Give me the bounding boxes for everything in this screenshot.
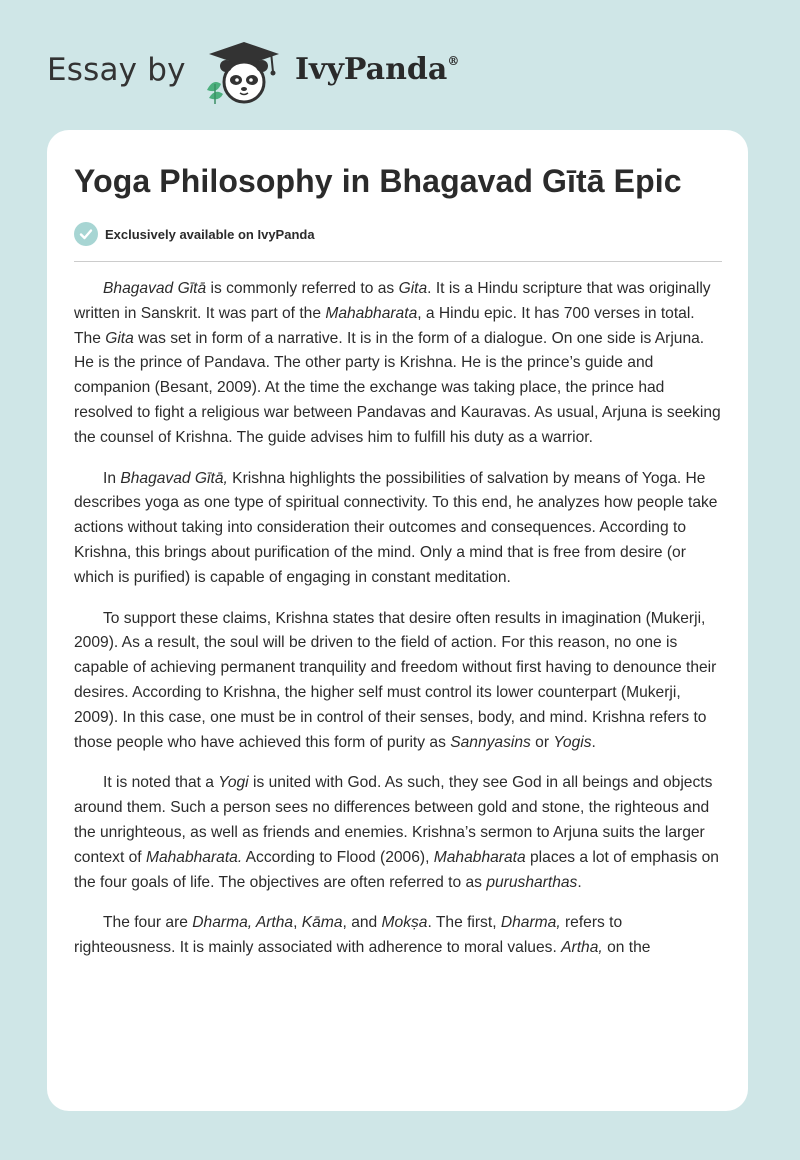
page-title: Yoga Philosophy in Bhagavad Gītā Epic [74,163,682,199]
paragraph-text: is united with God. As such, they see God in all beings and objects around them. Such a person sees no differences between gold and stone, the righteous and the unrighteous, as well as friends and enemies. Krishna’s sermon to Arjuna suits the larger context of [74,774,713,866]
paragraph-text: is commonly referred to as [206,280,399,297]
brand-name-text: IvyPanda [295,52,448,87]
paragraph-text: To support these claims, Krishna states that desire often results in imagination (Mukerji, 2009). As a result, the soul will be driven to the field of action. For this reason, no one is capable of achieving permanent tranquility and freedom without first having to denounce their desires. According to Krishna, the higher self must control its lower counterpart (Mukerji, 2009). In this case, one must be in control of their senses, body, and mind. Krishna refers to those people who have achieved this form of purity as [74,609,717,751]
italic-text: Yogis [553,733,592,751]
paragraph-text: , and [342,914,382,932]
paragraph [74,467,722,591]
paragraph-text: was set in form of a narrative. It is in the form of a dialogue. On one side is Arjuna. He is the prince of Pandava. The other party is Krishna. He is the prince’s guide and companion (Besant, 2009). At the time the exchange was taking place, the prince had resolved to fight a religious war between Pandavas and Kauravas. As usual, Arjuna is seeking the counsel of Krishna. The guide advises him to fulfill his duty as a warrior. [74,329,721,446]
italic-text: Dharma, [500,914,561,932]
divider [74,261,722,262]
italic-text: Bhagavad Gītā, [120,469,228,487]
paragraph-text: . [591,733,596,751]
paragraph-text: places a lot of emphasis on the four goals of life. The objectives are often referred to as [74,848,719,891]
brand-header [47,38,507,108]
essay-card [47,130,748,1111]
paragraph-text: It is noted that a [103,774,219,792]
italic-text: Artha, [561,939,603,957]
italic-text: Kāma [301,914,343,932]
italic-text: Mokṣa [381,914,428,932]
italic-text: purusharthas [486,873,578,891]
check-icon [74,222,98,246]
italic-text: Mahabharata [325,304,418,322]
paragraph-text: , [293,914,302,932]
paragraph [74,911,722,961]
paragraph-text: or [530,733,554,751]
italic-text: Sannyasins [450,733,531,751]
brand-prefix: Essay by [47,52,186,88]
exclusive-badge [74,222,315,246]
paragraph-text: . The first, [427,914,501,932]
italic-text: Gita [398,280,428,297]
paragraph-text: refers to righteousness. It is mainly associated with adherence to moral values. [74,914,623,957]
exclusive-badge-label: Exclusively available on IvyPanda [105,226,315,242]
italic-text: Mahabharata [433,848,526,866]
paragraph-text: . It is a Hindu scripture that was originally written in Sanskrit. It was part of the [74,280,711,322]
paragraph [74,771,722,895]
paragraph-text: In [103,469,121,487]
italic-text: Dharma, Artha [192,914,294,932]
brand-name [295,52,459,87]
paragraph-text: , a Hindu epic. It has 700 verses in total. The [74,304,695,347]
paragraph-text: . [577,873,582,891]
paragraph-text: Krishna highlights the possibilities of salvation by means of Yoga. He describes yoga as one type of spiritual connectivity. To this end, he analyzes how people take actions without taking into consideration their outcomes and consequences. According to Krishna, this brings about purification of the mind. Only a mind that is free from desire (or which is purified) is capable of engaging in constant meditation. [74,469,718,586]
paragraph-text: According to Flood (2006), [242,848,434,866]
essay-body [74,277,722,977]
panda-logo-icon [199,38,289,108]
italic-text: Mahabharata. [145,848,243,866]
italic-text: Bhagavad Gītā [103,280,207,297]
paragraph [74,607,722,756]
italic-text: Yogi [218,774,249,792]
paragraph-text: The four are [103,914,193,932]
paragraph-text: on the [602,939,651,957]
registered-mark: ® [447,54,460,68]
paragraph [74,277,722,451]
italic-text: Gita [105,329,134,347]
